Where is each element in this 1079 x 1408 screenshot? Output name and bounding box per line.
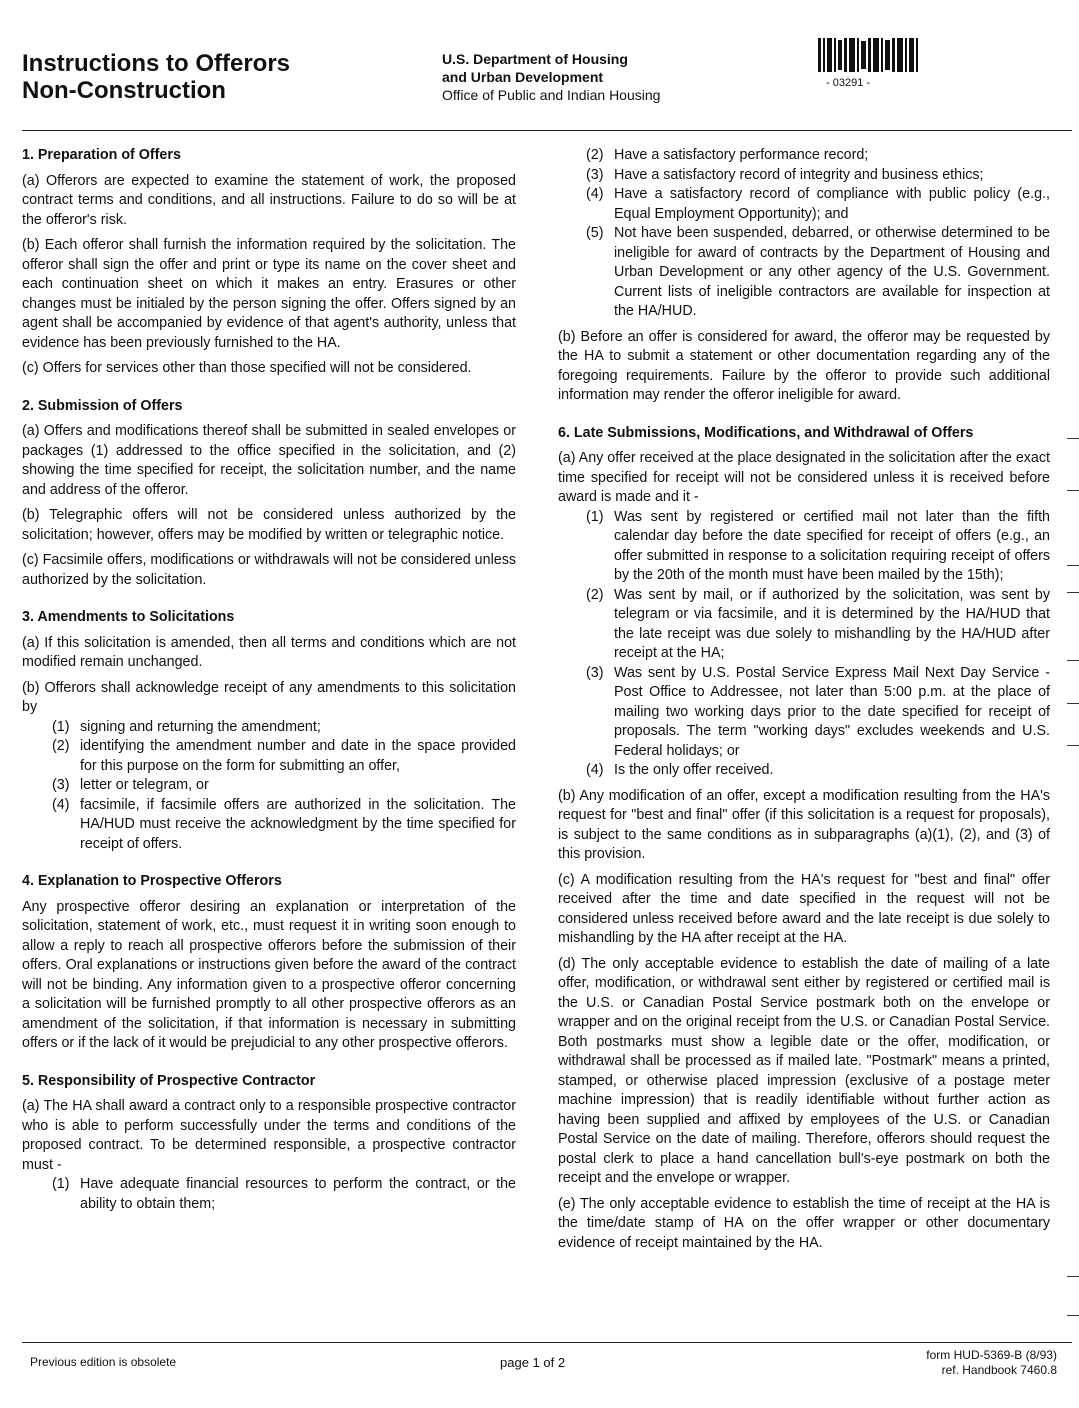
- list-item-number: (4): [586, 762, 604, 778]
- section-2-b: (b) Telegraphic offers will not be considered unless authorized by the solicitation; however, offers may be modified by written or telegraphic notice.: [22, 507, 516, 543]
- top-rule: [22, 130, 1072, 131]
- margin-tick: [1067, 565, 1079, 566]
- section-6-title: 6. Late Submissions, Modifications, and Withdrawal of Offers: [558, 424, 974, 441]
- margin-tick: [1067, 490, 1079, 491]
- section-2-title: 2. Submission of Offers: [22, 397, 183, 414]
- document-title: [22, 50, 290, 104]
- section-2-a: (a) Offers and modifications thereof shall be submitted in sealed envelopes or packages (1) addressed to the office specified in the solicitation, and (2) showing the time specified for receipt, the solicitation number, and the name and address of the offeror.: [22, 423, 516, 498]
- section-4-title: 4. Explanation to Prospective Offerors: [22, 873, 282, 889]
- list-item-text: Is the only offer received.: [614, 762, 774, 778]
- margin-tick: [1067, 745, 1079, 746]
- list-item-number: (2): [586, 586, 604, 603]
- section-6-a-list: [558, 508, 1050, 781]
- margin-tick: [1067, 660, 1079, 661]
- section-2: [22, 397, 516, 591]
- list-item: [586, 224, 1050, 322]
- agency-line-1: U.S. Department of Housing: [442, 51, 628, 67]
- agency-line-3: Office of Public and Indian Housing: [442, 87, 661, 103]
- section-4-text: Any prospective offeror desiring an explanation or interpretation of the solicitation, statement of work, etc., must request it in writing soon enough to allow a reply to reach all prospective offerors before the submission of their offers. Oral explanations or instructions given before the award of the contract will not be binding. Any information given to a prospective offeror concerning a solicitation will be furnished promptly to all other prospective offerors as an amendment of the solicitation, if that information is necessary in submitting offers or if the lack of it would be prejudicial to any other prospective offerors.: [22, 898, 516, 1051]
- footer-page-number: page 1 of 2: [500, 1355, 566, 1370]
- section-3-b-list: [22, 718, 516, 855]
- list-item-text: Was sent by U.S. Postal Service Express Mail Next Day Service - Post Office to Addressee, not later than 5:00 p.m. at the place of mailing two working days prior to the date specified for receipt of proposals. The term "working days" excludes weekends and U.S. Federal holidays; or: [614, 664, 1050, 759]
- section-3-b: (b) Offerors shall acknowledge receipt of any amendments to this solicitation by: [22, 679, 516, 715]
- margin-tick: [1067, 592, 1079, 593]
- footer-handbook-ref: ref. Handbook 7460.8: [941, 1363, 1057, 1377]
- list-item-text: signing and returning the amendment;: [80, 718, 321, 735]
- margin-tick: [1067, 438, 1079, 439]
- section-6-b: (b) Any modification of an offer, except a modification resulting from the HA's request for "best and final" offer (if this solicitation is a request for proposals), is subject to the same conditions as in subparagraphs (a)(1), (2), and (3) of this provision.: [558, 787, 1050, 862]
- list-item-text: Have adequate financial resources to perform the contract, or the ability to obtain them;: [80, 1176, 516, 1212]
- footer-form-number: form HUD-5369-B (8/93): [926, 1348, 1057, 1362]
- list-item: [52, 1175, 516, 1214]
- section-4: [22, 872, 516, 1054]
- section-6-a: (a) Any offer received at the place designated in the solicitation after the exact time specified for receipt will not be considered unless it is received before award is made and it -: [558, 450, 1050, 505]
- list-item-number: (1): [52, 718, 70, 735]
- list-item-number: (2): [52, 738, 70, 754]
- bottom-rule: [22, 1342, 1072, 1343]
- list-item-text: Was sent by mail, or if authorized by the solicitation, was sent by telegram or via facsimile, and it is determined by the HA/HUD that the late receipt was due solely to mishandling by the HA/HUD after receipt at the HA;: [614, 586, 1050, 661]
- title-line-2: Non-Construction: [22, 77, 226, 104]
- list-item-number: (3): [586, 664, 604, 681]
- section-6: [558, 424, 1050, 1254]
- list-item-text: letter or telegram, or: [80, 777, 209, 793]
- list-item-number: (3): [52, 777, 70, 793]
- section-6-d: (d) The only acceptable evidence to establish the date of mailing of a late offer, modification, or withdrawal sent either by registered or certified mail is the U.S. or Canadian Postal Service postmark both on the envelope or wrapper and on the original receipt from the U.S. or Canadian Postal Service. Both postmarks must show a legible date or the offer, modification, or withdrawal shall be processed as if mailed late. "Postmark" means a printed, stamped, or otherwise placed impression (exclusive of a postage meter machine impression) that is readily identifiable without further action as having been supplied and affixed by employees of the U.S. or Canadian Postal Service on the date of mailing. Therefore, offerors should request the postal clerk to place a hand cancellation bull's-eye postmark on both the receipt and the envelope or wrapper.: [558, 955, 1050, 1186]
- agency-line-2: and Urban Development: [442, 69, 604, 85]
- section-2-c: (c) Facsimile offers, modifications or withdrawals will not be considered unless authorized by the solicitation.: [22, 552, 516, 588]
- list-item: [586, 761, 1050, 781]
- list-item: [586, 146, 1050, 166]
- section-1-title: 1. Preparation of Offers: [22, 147, 181, 163]
- list-item-text: identifying the amendment number and date in the space provided for this purpose on the form for submitting an offer,: [80, 738, 516, 774]
- section-5-a: (a) The HA shall award a contract only to a responsible prospective contractor who is able to perform successfully under the terms and conditions of the proposed contract. To be determined responsible, a prospective contractor must -: [22, 1098, 516, 1173]
- footer-obsolete-note: Previous edition is obsolete: [30, 1355, 177, 1369]
- margin-tick: [1067, 1276, 1079, 1277]
- list-item-text: Have a satisfactory record of integrity and business ethics;: [614, 166, 984, 183]
- footer-form-info: [926, 1348, 1057, 1378]
- list-item: [52, 776, 516, 796]
- list-item: [586, 586, 1050, 664]
- right-column: [558, 146, 1050, 1271]
- list-item: [586, 664, 1050, 762]
- list-item-text: Not have been suspended, debarred, or otherwise determined to be ineligible for award of contracts by the Department of Housing and Urban Development or any other agency of the U.S. Government. Current lists of ineligible contractors are available for inspection at the HA/HUD.: [614, 225, 1050, 319]
- list-item-text: Have a satisfactory performance record;: [614, 147, 869, 163]
- barcode-image: [816, 38, 920, 72]
- list-item: [586, 166, 1050, 186]
- list-item-text: Have a satisfactory record of compliance with public policy (e.g., Equal Employment Opportunity); and: [614, 186, 1050, 222]
- section-5-list-start: [22, 1175, 516, 1214]
- section-1-b: (b) Each offeror shall furnish the information required by the solicitation. The offeror shall sign the offer and print or type its name on the cover sheet and each continuation sheet on which it makes an entry. Erasures or other changes must be initialed by the person signing the offer. Offers signed by an agent shall be accompanied by evidence of that agent's authority, unless that evidence has been previously furnished to the HA.: [22, 237, 516, 351]
- list-item-number: (1): [586, 508, 604, 525]
- section-5-title: 5. Responsibility of Prospective Contractor: [22, 1072, 316, 1089]
- list-item: [52, 737, 516, 776]
- list-item-number: (3): [586, 166, 604, 183]
- left-column: [22, 146, 516, 1232]
- section-1-a: (a) Offerors are expected to examine the statement of work, the proposed contract terms and conditions, and all instructions. Failure to do so will be at the offeror's risk.: [22, 172, 516, 228]
- margin-tick: [1067, 703, 1079, 704]
- list-item: [586, 508, 1050, 586]
- margin-tick: [1067, 1315, 1079, 1316]
- section-3: [22, 608, 516, 854]
- list-item-number: (4): [52, 796, 70, 813]
- list-item: [52, 796, 516, 855]
- list-item-number: (4): [586, 186, 604, 202]
- list-item-number: (2): [586, 147, 604, 163]
- section-1-c: (c) Offers for services other than those specified will not be considered.: [22, 360, 472, 376]
- section-5: [22, 1072, 516, 1215]
- form-code: - 03291 -: [826, 77, 871, 89]
- list-item: [52, 718, 516, 738]
- agency-block: [442, 50, 660, 104]
- section-5-b: (b) Before an offer is considered for award, the offeror may be requested by the HA to submit a statement or other documentation regarding any of the foregoing requirements. Failure by the offeror to provide such additional information may render the offeror ineligible for award.: [558, 328, 1050, 403]
- section-3-a: (a) If this solicitation is amended, then all terms and conditions which are not modified remain unchanged.: [22, 634, 516, 670]
- title-line-1: Instructions to Offerors: [22, 50, 291, 77]
- section-5-list-continued: [558, 146, 1050, 322]
- section-5-b-block: [558, 328, 1050, 406]
- list-item-text: facsimile, if facsimile offers are authorized in the solicitation. The HA/HUD must receive the acknowledgment by the time specified for receipt of offers.: [80, 796, 516, 852]
- list-item-text: Was sent by registered or certified mail not later than the fifth calendar day before the date specified for receipt of offers (e.g., an offer submitted in response to a solicitation requiring receipt of offers by the 20th of the month must have been mailed by the 15th);: [614, 508, 1050, 583]
- section-6-e: (e) The only acceptable evidence to establish the time of receipt at the HA is the time/date stamp of HA on the offer wrapper or other documentary evidence of receipt maintained by the HA.: [558, 1195, 1050, 1251]
- list-item-number: (1): [52, 1176, 70, 1192]
- section-1: [22, 146, 516, 379]
- list-item-number: (5): [586, 225, 604, 241]
- list-item: [586, 185, 1050, 224]
- section-3-title: 3. Amendments to Solicitations: [22, 609, 235, 625]
- section-6-c: (c) A modification resulting from the HA's request for "best and final" offer received after the time and date specified in the request will not be considered unless received before award and the late receipt is due solely to mishandling by the HA after receipt at the HA.: [558, 871, 1050, 946]
